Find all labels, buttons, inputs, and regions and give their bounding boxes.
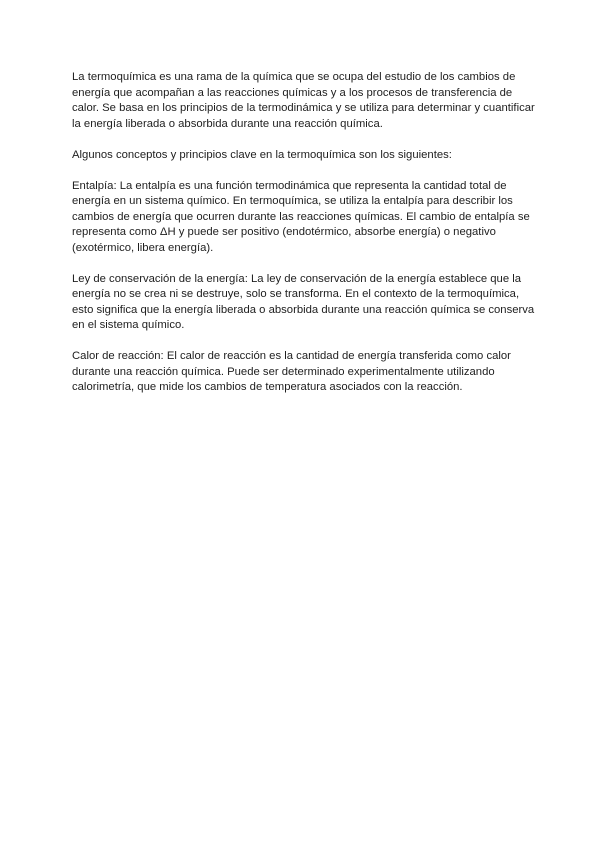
document-body [72,70,540,411]
paragraph-intro: La termoquímica es una rama de la química que se ocupa del estudio de los cambios de energía que acompañan a las reacciones químicas y a los procesos de transferencia de calor. Se basa en los principios de la termodinámica y se utiliza para determinar y cuantificar la energía liberada o absorbida durante una reacción química. [72,71,535,130]
paragraph-key-concepts: Algunos conceptos y principios clave en la termoquímica son los siguientes: [72,148,452,161]
paragraph-reaction-heat: Calor de reacción: El calor de reacción es la cantidad de energía transferida como calor durante una reacción química. Puede ser determinado experimentalmente utilizando calorimetría, que mide los cambios de temperatura asociados con la reacción. [72,350,511,393]
paragraph-enthalpy: Entalpía: La entalpía es una función termodinámica que representa la cantidad total de energía en un sistema químico. En termoquímica, se utiliza la entalpía para describir los cambios de energía que ocurren durante las reacciones químicas. El cambio de entalpía se representa como ΔH y puede ser positivo (endotérmico, absorbe energía) o negativo (exotérmico, libera energía). [72,179,530,254]
paragraph-energy-conservation: Ley de conservación de la energía: La ley de conservación de la energía establece que la energía no se crea ni se destruye, solo se transforma. En el contexto de la termoquímica, esto significa que la energía liberada o absorbida durante una reacción química se conserva en el sistema químico. [72,272,535,331]
